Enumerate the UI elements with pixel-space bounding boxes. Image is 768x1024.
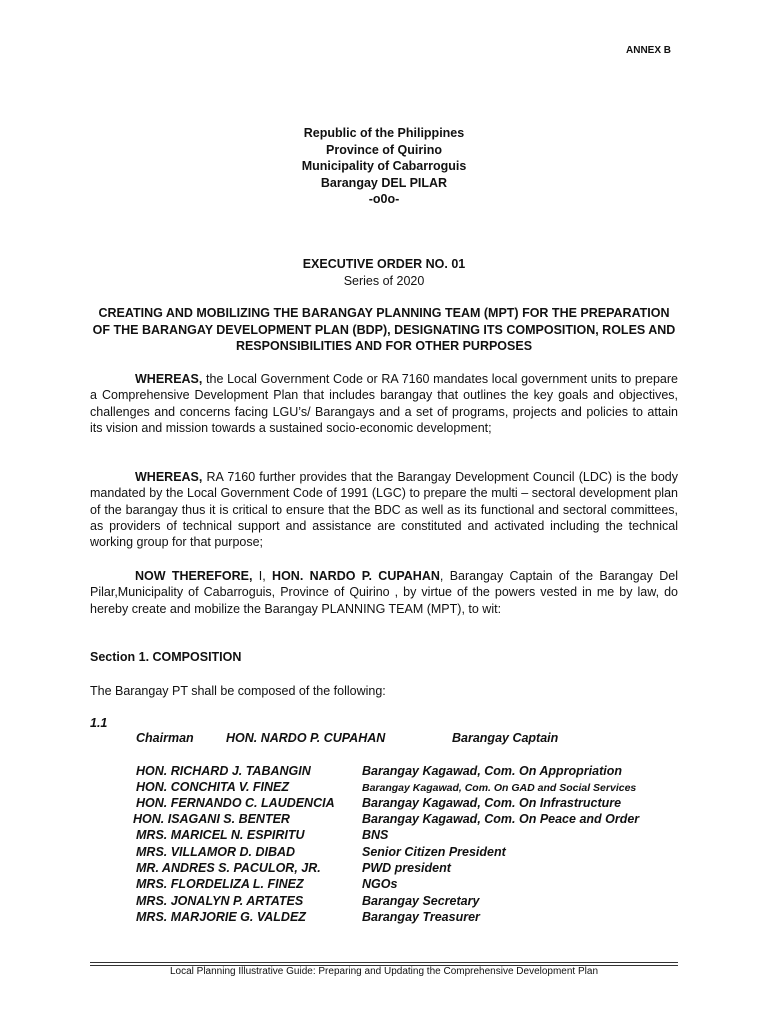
member-role: Barangay Kagawad, Com. On GAD and Social Services	[362, 782, 637, 794]
order-series: Series of 2020	[343, 274, 425, 288]
member-name: MRS. MARJORIE G. VALDEZ	[136, 910, 306, 924]
member-role: Barangay Treasurer	[362, 910, 480, 924]
header-separator: -o0o-	[368, 192, 400, 206]
p1-text: the Local Government Code or RA 7160 mandates local government units to prepare a Comprehensive Development Plan that includes barangay that outlines the key goals and objectives, challenges and concerns facing LGU’s/ Barangays and a set of programs, projects and policies to attain its vision and mission towards a sustained socio-economic development;	[90, 372, 678, 435]
now-therefore-paragraph	[90, 568, 678, 617]
member-role: Barangay Secretary	[362, 894, 480, 908]
order-subject: CREATING AND MOBILIZING THE BARANGAY PLANNING TEAM (MPT) FOR THE PREPARATION OF THE BARANGAY DEVELOPMENT PLAN (BDP), DESIGNATING ITS COMPOSITION, ROLES AND RESPONSIBILITIES AND FOR OTHER PURPOSES	[92, 306, 676, 353]
member-name: HON. ISAGANI S. BENTER	[133, 812, 290, 826]
header-municipality: Municipality of Cabarroguis	[301, 159, 467, 173]
member-role: NGOs	[362, 877, 398, 891]
member-role: PWD president	[362, 861, 451, 875]
p3-lead: NOW THEREFORE,	[135, 569, 253, 583]
p2-lead: WHEREAS,	[135, 470, 203, 484]
p3-name: HON. NARDO P. CUPAHAN	[272, 569, 440, 583]
member-name: MRS. JONALYN P. ARTATES	[136, 894, 304, 908]
chairman-role: Barangay Captain	[452, 731, 559, 745]
member-name: HON. FERNANDO C. LAUDENCIA	[136, 796, 335, 810]
chairman-name: HON. NARDO P. CUPAHAN	[226, 731, 386, 745]
whereas-paragraph-2	[90, 469, 678, 550]
page-footer: Local Planning Illustrative Guide: Preparing and Updating the Comprehensive Development Plan	[169, 966, 599, 977]
p1-lead: WHEREAS,	[135, 372, 203, 386]
p3-text: , Barangay Captain of the Barangay Del Pilar,Municipality of Cabarroguis, Province of Quirino , by virtue of the powers vested in me by law, do hereby create and mobilize the Barangay PLANNING TEAM (MPT), to wit:	[90, 569, 678, 616]
member-name: MRS. FLORDELIZA L. FINEZ	[136, 877, 304, 891]
member-role: Barangay Kagawad, Com. On Infrastructure	[362, 796, 622, 810]
header-province: Province of Quirino	[326, 142, 442, 157]
member-role: Barangay Kagawad, Com. On Appropriation	[362, 764, 622, 778]
subsection-number: 1.1	[90, 716, 108, 730]
member-name: HON. CONCHITA V. FINEZ	[136, 780, 290, 794]
member-role: BNS	[362, 828, 389, 842]
p3-mid: I,	[252, 569, 273, 583]
header-republic: Republic of the Philippines	[303, 126, 465, 140]
document-header	[0, 125, 768, 208]
order-title: EXECUTIVE ORDER NO. 01	[302, 257, 466, 271]
section-intro: The Barangay PT shall be composed of the following:	[90, 684, 386, 698]
member-name: MR. ANDRES S. PACULOR, JR.	[136, 861, 321, 875]
p2-text: RA 7160 further provides that the Barangay Development Council (LDC) is the body mandated by the Local Government Code of 1991 (LGC) to prepare the multi – sectoral development plan of the barangay thus it is critical to ensure that the BDC as well as its functional and sectoral committees, as providers of technical support and assistance are constituted and activated including the technical working group for that purpose;	[90, 470, 678, 550]
header-barangay: Barangay DEL PILAR	[320, 175, 448, 190]
member-name: HON. RICHARD J. TABANGIN	[136, 764, 311, 778]
member-role: Senior Citizen President	[362, 845, 506, 859]
member-name: MRS. MARICEL N. ESPIRITU	[136, 828, 305, 842]
annex-label: ANNEX B	[626, 45, 672, 56]
member-name: MRS. VILLAMOR D. DIBAD	[136, 845, 296, 859]
whereas-paragraph-1	[90, 371, 678, 436]
footer-rule-top	[90, 962, 678, 963]
member-role: Barangay Kagawad, Com. On Peace and Order	[362, 812, 640, 826]
chairman-label: Chairman	[136, 731, 194, 745]
section-heading: Section 1. COMPOSITION	[90, 650, 242, 664]
